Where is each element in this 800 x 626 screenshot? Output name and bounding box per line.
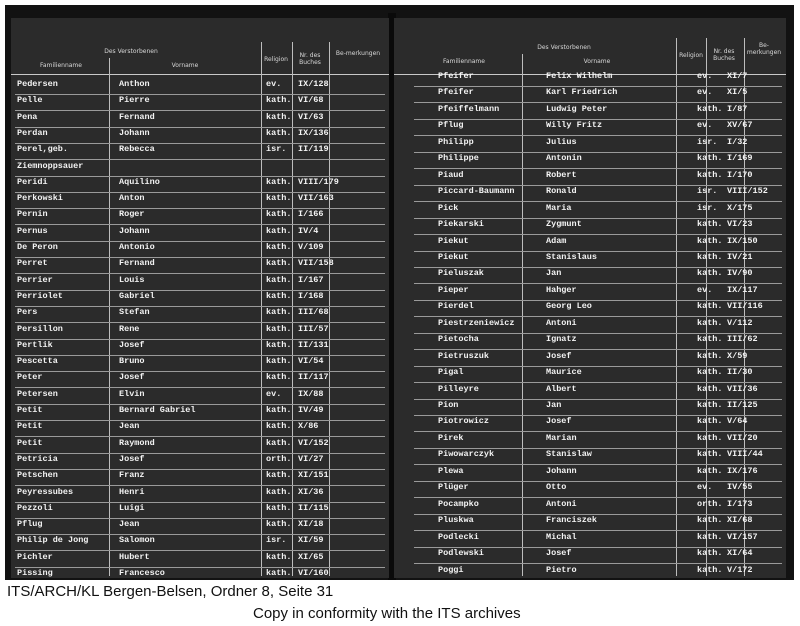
- book-number-cell: V/172: [727, 564, 753, 575]
- book-number-cell: III/57: [298, 323, 329, 334]
- religion-cell: isr.: [697, 136, 718, 147]
- religion-cell: ev.: [697, 284, 713, 295]
- given-name-cell: Adam: [546, 235, 567, 246]
- surname-cell: Pigal: [438, 367, 464, 378]
- given-name-cell: Louis: [119, 274, 145, 285]
- religion-cell: kath.: [697, 548, 723, 559]
- given-name-cell: Pietro: [546, 564, 577, 575]
- religion-cell: kath.: [266, 421, 292, 432]
- religion-cell: orth.: [266, 453, 292, 464]
- surname-cell: Peridi: [17, 176, 48, 187]
- surname-cell: Perdan: [17, 127, 48, 138]
- given-name-cell: Fernand: [119, 258, 155, 269]
- given-name-cell: Stefan: [119, 307, 150, 318]
- book-number-cell: XI/65: [298, 551, 324, 562]
- left-register-page: [11, 18, 389, 578]
- surname-cell: Pezzoli: [17, 502, 53, 513]
- surname-cell: Piekut: [438, 251, 469, 262]
- book-number-cell: II/125: [727, 400, 758, 410]
- book-number-cell: IV/49: [298, 405, 324, 415]
- religion-cell: kath.: [697, 153, 723, 164]
- book-number-cell: IV/55: [727, 482, 753, 493]
- surname-cell: Perret: [17, 258, 48, 269]
- religion-cell: kath.: [266, 470, 292, 481]
- surname-cell: Pertlik: [17, 339, 53, 350]
- given-name-cell: Gabriel: [119, 290, 155, 301]
- given-name-cell: Jean: [119, 519, 140, 530]
- religion-cell: kath.: [266, 307, 292, 318]
- book-number-cell: IV/21: [727, 251, 753, 262]
- surname-cell: Petricia: [17, 453, 58, 464]
- book-number-cell: V/112: [727, 317, 753, 328]
- book-number-cell: VIII/44: [727, 449, 763, 460]
- given-name-cell: Raymond: [119, 437, 155, 448]
- religion-cell: kath.: [266, 127, 292, 138]
- surname-cell: Petit: [17, 405, 43, 415]
- surname-cell: Pissing: [17, 568, 53, 578]
- surname-cell: Pfeifer: [438, 87, 474, 98]
- book-number-cell: II/115: [298, 502, 329, 513]
- surname-cell: Petersen: [17, 388, 58, 399]
- religion-cell: ev.: [266, 79, 282, 89]
- book-number-cell: III/62: [727, 334, 758, 345]
- surname-cell: Pfeiffelmann: [438, 103, 500, 114]
- religion-cell: kath.: [266, 111, 292, 122]
- header-bemerkungen: Be-merkungen: [335, 50, 381, 57]
- given-name-cell: Johann: [546, 465, 577, 476]
- given-name-cell: Josef: [546, 350, 572, 361]
- religion-cell: kath.: [266, 95, 292, 106]
- book-number-cell: VI/160: [298, 568, 329, 578]
- given-name-cell: Johann: [119, 127, 150, 138]
- surname-cell: Poggi: [438, 564, 464, 575]
- given-name-cell: Josef: [119, 339, 145, 350]
- given-name-cell: Robert: [546, 169, 577, 180]
- book-number-cell: I/170: [727, 169, 753, 180]
- surname-cell: Pirek: [438, 432, 464, 443]
- surname-cell: Pernus: [17, 225, 48, 236]
- religion-cell: isr.: [266, 535, 287, 546]
- surname-cell: Plewa: [438, 465, 464, 476]
- given-name-cell: Josef: [119, 372, 145, 383]
- religion-cell: ev.: [697, 71, 713, 81]
- given-name-cell: Roger: [119, 209, 145, 220]
- book-number-cell: IX/136: [298, 127, 329, 138]
- surname-cell: Piwowarczyk: [438, 449, 495, 460]
- header-verstorbenen: Des Verstorbenen: [537, 44, 591, 51]
- religion-cell: kath.: [697, 350, 723, 361]
- given-name-cell: Willy Fritz: [546, 120, 603, 131]
- book-number-cell: X/59: [727, 350, 748, 361]
- surname-cell: Pilleyre: [438, 383, 479, 394]
- surname-cell: Peter: [17, 372, 43, 383]
- religion-cell: ev.: [697, 87, 713, 98]
- book-number-cell: I/173: [727, 498, 753, 509]
- given-name-cell: Josef: [546, 416, 572, 427]
- surname-cell: Pocampko: [438, 498, 479, 509]
- surname-cell: Philippe: [438, 153, 479, 164]
- religion-cell: kath.: [697, 317, 723, 328]
- given-name-cell: Henri: [119, 486, 145, 497]
- surname-cell: Pedersen: [17, 79, 58, 89]
- religion-cell: kath.: [266, 372, 292, 383]
- religion-cell: isr.: [697, 202, 718, 213]
- surname-cell: Pelle: [17, 95, 43, 106]
- religion-cell: kath.: [697, 531, 723, 542]
- book-number-cell: IV/90: [727, 268, 753, 279]
- religion-cell: kath.: [266, 339, 292, 350]
- book-number-cell: IV/4: [298, 225, 319, 236]
- given-name-cell: Jan: [546, 400, 562, 410]
- book-number-cell: X/175: [727, 202, 753, 213]
- book-number-cell: III/68: [298, 307, 329, 318]
- given-name-cell: Otto: [546, 482, 567, 493]
- book-number-cell: XI/5: [727, 87, 748, 98]
- religion-cell: kath.: [697, 301, 723, 312]
- religion-cell: kath.: [266, 405, 292, 415]
- given-name-cell: Pierre: [119, 95, 150, 106]
- given-name-cell: Salomon: [119, 535, 155, 546]
- surname-cell: Pierdel: [438, 301, 474, 312]
- header-familienname: Familienname: [443, 58, 485, 65]
- religion-cell: kath.: [697, 465, 723, 476]
- right-register-page: [394, 18, 786, 578]
- religion-cell: kath.: [266, 551, 292, 562]
- given-name-cell: Hahger: [546, 284, 577, 295]
- surname-cell: Petit: [17, 421, 43, 432]
- surname-cell: Pescetta: [17, 356, 58, 367]
- surname-cell: Pernin: [17, 209, 48, 220]
- surname-cell: Piekut: [438, 235, 469, 246]
- given-name-cell: Stanislaw: [546, 449, 592, 460]
- given-name-cell: Johann: [119, 225, 150, 236]
- religion-cell: kath.: [266, 502, 292, 513]
- book-number-cell: XI/36: [298, 486, 324, 497]
- surname-cell: Perriolet: [17, 290, 63, 301]
- surname-cell: Philip de Jong: [17, 535, 89, 546]
- given-name-cell: Maurice: [546, 367, 582, 378]
- book-number-cell: VI/68: [298, 95, 324, 106]
- given-name-cell: Fernand: [119, 111, 155, 122]
- book-number-cell: VI/23: [727, 219, 753, 230]
- book-number-cell: VI/63: [298, 111, 324, 122]
- given-name-cell: Karl Friedrich: [546, 87, 618, 98]
- religion-cell: ev.: [266, 388, 282, 399]
- given-name-cell: Michal: [546, 531, 577, 542]
- book-number-cell: VII/116: [727, 301, 763, 312]
- given-name-cell: Stanislaus: [546, 251, 598, 262]
- book-number-cell: VII/158: [298, 258, 334, 269]
- book-number-cell: II/131: [298, 339, 329, 350]
- religion-cell: kath.: [697, 515, 723, 526]
- religion-cell: kath.: [697, 103, 723, 114]
- given-name-cell: Anthon: [119, 79, 150, 89]
- book-number-cell: VII/163: [298, 193, 334, 204]
- book-number-cell: XI/151: [298, 470, 329, 481]
- book-number-cell: XI/64: [727, 548, 753, 559]
- religion-cell: kath.: [697, 334, 723, 345]
- given-name-cell: Rene: [119, 323, 140, 334]
- religion-cell: kath.: [697, 432, 723, 443]
- book-number-cell: XI/59: [298, 535, 324, 546]
- book-number-cell: VII/20: [727, 432, 758, 443]
- table-row: [15, 565, 385, 580]
- given-name-cell: Ludwig Peter: [546, 103, 608, 114]
- header-nr-des-buches: Nr. des Buches: [713, 48, 735, 62]
- surname-cell: Perrier: [17, 274, 53, 285]
- given-name-cell: Antoni: [546, 317, 577, 328]
- given-name-cell: Marian: [546, 432, 577, 443]
- religion-cell: kath.: [266, 242, 292, 252]
- table-header: [11, 22, 389, 75]
- surname-cell: Pieper: [438, 284, 469, 295]
- religion-cell: ev.: [697, 120, 713, 131]
- book-number-cell: IX/176: [727, 465, 758, 476]
- given-name-cell: Julius: [546, 136, 577, 147]
- surname-cell: Philipp: [438, 136, 474, 147]
- religion-cell: ev.: [697, 482, 713, 493]
- book-number-cell: XV/67: [727, 120, 753, 131]
- surname-cell: Perel,geb.: [17, 144, 69, 155]
- archive-reference: ITS/ARCH/KL Bergen-Belsen, Ordner 8, Seite 31: [7, 583, 334, 600]
- religion-cell: kath.: [697, 416, 723, 427]
- religion-cell: kath.: [266, 209, 292, 220]
- religion-cell: kath.: [697, 564, 723, 575]
- surname-cell: Petit: [17, 437, 43, 448]
- book-number-cell: V/64: [727, 416, 748, 427]
- book-number-cell: I/32: [727, 136, 748, 147]
- book-number-cell: IX/117: [727, 284, 758, 295]
- religion-cell: kath.: [266, 225, 292, 236]
- given-name-cell: Jean: [119, 421, 140, 432]
- book-number-cell: II/30: [727, 367, 753, 378]
- surname-cell: Plüger: [438, 482, 469, 493]
- surname-cell: Piestrzeniewicz: [438, 317, 515, 328]
- book-number-cell: IX/128: [298, 79, 329, 89]
- book-number-cell: I/166: [298, 209, 324, 220]
- header-verstorbenen: Des Verstorbenen: [104, 48, 158, 55]
- header-religion: Religion: [679, 52, 703, 59]
- book-number-cell: V/109: [298, 242, 324, 252]
- surname-cell: Piekarski: [438, 219, 484, 230]
- religion-cell: isr.: [266, 144, 287, 155]
- given-name-cell: Elvin: [119, 388, 145, 399]
- given-name-cell: Bernard Gabriel: [119, 405, 196, 415]
- religion-cell: kath.: [697, 169, 723, 180]
- surname-cell: Petschen: [17, 470, 58, 481]
- surname-cell: Perkowski: [17, 193, 63, 204]
- religion-cell: kath.: [266, 323, 292, 334]
- given-name-cell: Antoni: [546, 498, 577, 509]
- book-number-cell: XI/18: [298, 519, 324, 530]
- surname-cell: Piotrowicz: [438, 416, 490, 427]
- given-name-cell: Zygmunt: [546, 219, 582, 230]
- religion-cell: kath.: [697, 235, 723, 246]
- book-number-cell: XI/68: [727, 515, 753, 526]
- surname-cell: Pfeifer: [438, 71, 474, 81]
- book-number-cell: I/168: [298, 290, 324, 301]
- header-bemerkungen: Be-merkungen: [746, 42, 782, 56]
- religion-cell: kath.: [697, 268, 723, 279]
- surname-cell: Pion: [438, 400, 459, 410]
- religion-cell: kath.: [266, 274, 292, 285]
- given-name-cell: Francesco: [119, 568, 165, 578]
- surname-cell: Pluskwa: [438, 515, 474, 526]
- surname-cell: Pena: [17, 111, 38, 122]
- book-number-cell: VI/54: [298, 356, 324, 367]
- religion-cell: kath.: [266, 519, 292, 530]
- header-vorname: Vorname: [171, 62, 199, 69]
- religion-cell: kath.: [266, 486, 292, 497]
- religion-cell: kath.: [697, 383, 723, 394]
- religion-cell: kath.: [266, 193, 292, 204]
- surname-cell: Pflug: [17, 519, 43, 530]
- religion-cell: kath.: [266, 290, 292, 301]
- given-name-cell: Albert: [546, 383, 577, 394]
- surname-cell: Ziemnoppsauer: [17, 160, 84, 171]
- religion-cell: kath.: [697, 367, 723, 378]
- given-name-cell: Luigi: [119, 502, 145, 513]
- header-vorname: Vorname: [583, 58, 611, 65]
- surname-cell: Pichler: [17, 551, 53, 562]
- given-name-cell: Antonin: [546, 153, 582, 164]
- given-name-cell: Franciszek: [546, 515, 598, 526]
- book-number-cell: IX/150: [727, 235, 758, 246]
- table-row: [414, 562, 782, 581]
- religion-cell: isr.: [697, 186, 718, 197]
- book-number-cell: VII/36: [727, 383, 758, 394]
- book-number-cell: X/86: [298, 421, 319, 432]
- surname-cell: Pers: [17, 307, 38, 318]
- given-name-cell: Ignatz: [546, 334, 577, 345]
- given-name-cell: Josef: [546, 548, 572, 559]
- copy-notice: Copy in conformity with the ITS archives: [253, 605, 521, 622]
- book-number-cell: VIII/179: [298, 176, 339, 187]
- religion-cell: kath.: [697, 251, 723, 262]
- given-name-cell: Rebecca: [119, 144, 155, 155]
- religion-cell: kath.: [697, 400, 723, 410]
- religion-cell: kath.: [697, 219, 723, 230]
- surname-cell: Piccard-Baumann: [438, 186, 515, 197]
- book-number-cell: I/167: [298, 274, 324, 285]
- religion-cell: kath.: [266, 258, 292, 269]
- surname-cell: Podlecki: [438, 531, 479, 542]
- given-name-cell: Georg Leo: [546, 301, 592, 312]
- surname-cell: Peyressubes: [17, 486, 74, 497]
- given-name-cell: Aquilino: [119, 176, 160, 187]
- book-number-cell: VIII/152: [727, 186, 768, 197]
- surname-cell: Pflug: [438, 120, 464, 131]
- religion-cell: kath.: [266, 568, 292, 578]
- given-name-cell: Franz: [119, 470, 145, 481]
- given-name-cell: Josef: [119, 453, 145, 464]
- book-number-cell: VI/152: [298, 437, 329, 448]
- given-name-cell: Maria: [546, 202, 572, 213]
- given-name-cell: Ronald: [546, 186, 577, 197]
- surname-cell: Pieluszak: [438, 268, 484, 279]
- surname-cell: Podlewski: [438, 548, 484, 559]
- religion-cell: kath.: [697, 449, 723, 460]
- header-familienname: Familienname: [40, 62, 82, 69]
- document-photo: [5, 5, 794, 580]
- header-nr-des-buches: Nr. des Buches: [299, 52, 321, 66]
- given-name-cell: Antonio: [119, 242, 155, 252]
- book-number-cell: VI/157: [727, 531, 758, 542]
- given-name-cell: Felix Wilhelm: [546, 71, 613, 81]
- book-number-cell: I/87: [727, 103, 748, 114]
- book-number-cell: XI/7: [727, 71, 748, 81]
- religion-cell: orth.: [697, 498, 723, 509]
- given-name-cell: Bruno: [119, 356, 145, 367]
- book-number-cell: II/117: [298, 372, 329, 383]
- surname-cell: Pietruszuk: [438, 350, 490, 361]
- book-number-cell: I/169: [727, 153, 753, 164]
- religion-cell: kath.: [266, 356, 292, 367]
- surname-cell: De Peron: [17, 242, 58, 252]
- religion-cell: kath.: [266, 437, 292, 448]
- header-religion: Religion: [264, 56, 288, 63]
- surname-cell: Piaud: [438, 169, 464, 180]
- book-number-cell: IX/88: [298, 388, 324, 399]
- surname-cell: Persillon: [17, 323, 63, 334]
- given-name-cell: Jan: [546, 268, 562, 279]
- religion-cell: kath.: [266, 176, 292, 187]
- surname-cell: Pick: [438, 202, 459, 213]
- given-name-cell: Anton: [119, 193, 145, 204]
- surname-cell: Pietocha: [438, 334, 479, 345]
- book-number-cell: VI/27: [298, 453, 324, 464]
- given-name-cell: Hubert: [119, 551, 150, 562]
- book-number-cell: II/119: [298, 144, 329, 155]
